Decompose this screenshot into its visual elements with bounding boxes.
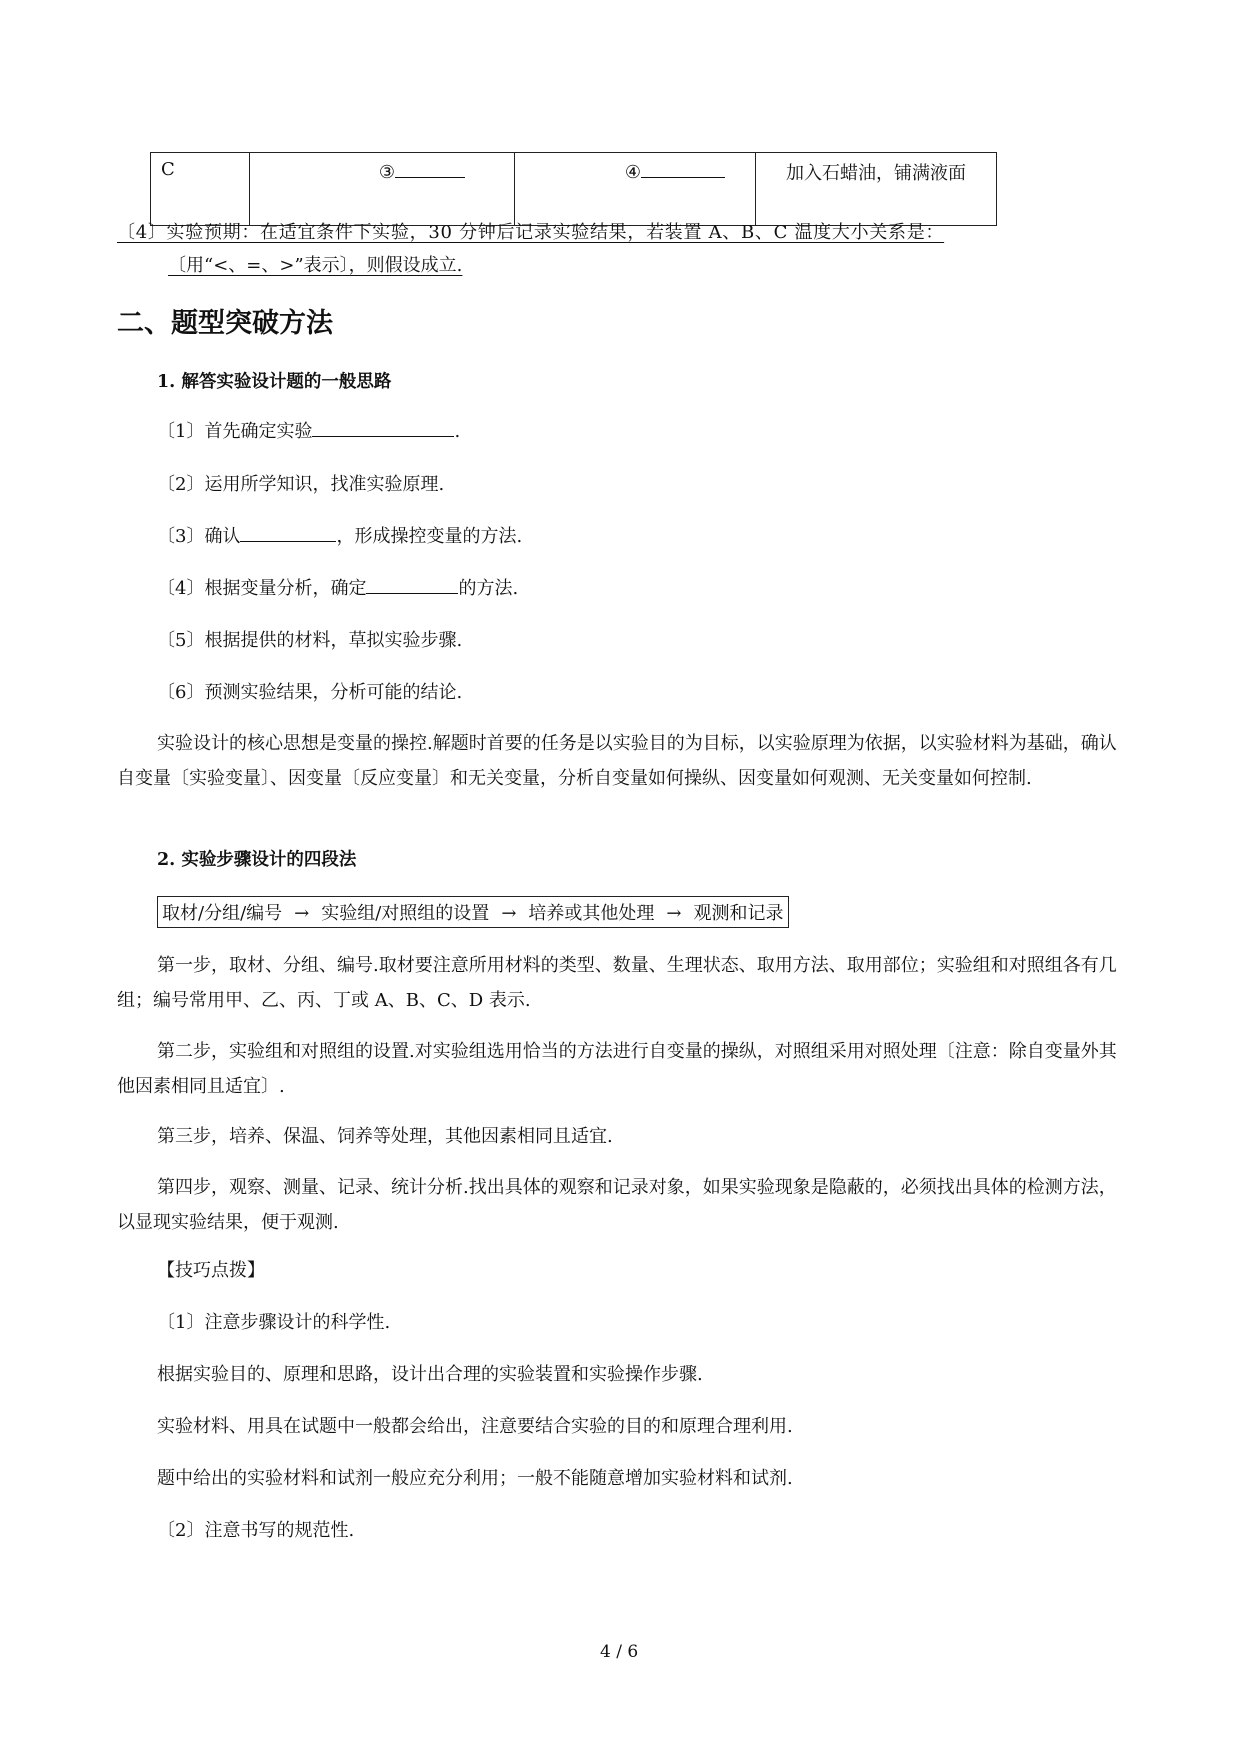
page-number: 4 / 6: [600, 1642, 639, 1662]
table-cell-label: C: [151, 153, 250, 226]
step-paragraph-1: 第一步，取材、分组、编号.取材要注意所用材料的类型、数量、生理状态、取用方法、取用部位；实验组和对照组各有几组；编号常用甲、乙、丙、丁或 A、B、C、D 表示.: [117, 955, 1117, 1011]
flow-step-2: 实验组/对照组的设置: [321, 903, 490, 924]
tips-line: 根据实验目的、原理和思路，设计出合理的实验装置和实验操作步骤.: [157, 1364, 703, 1385]
answer-blank: [240, 523, 336, 542]
tips-line: 〔1〕注意步骤设计的科学性.: [157, 1312, 391, 1333]
list-item: 〔6〕预测实验结果，分析可能的结论.: [157, 682, 463, 703]
experiment-table: [150, 152, 997, 226]
arrow-icon: →: [294, 903, 310, 924]
step-paragraph-2: 第二步，实验组和对照组的设置.对实验组选用恰当的方法进行自变量的操纵，对照组采用对照处理〔注意：除自变量外其他因素相同且适宜〕.: [117, 1041, 1117, 1097]
subsection-title-1: 1. 解答实验设计题的一般思路: [157, 372, 392, 392]
step-paragraph-3: 第三步，培养、保温、饲养等处理，其他因素相同且适宜.: [157, 1126, 613, 1147]
list-item: 〔5〕根据提供的材料，草拟实验步骤.: [157, 630, 463, 651]
item-4-line-2: 〔用“<、=、>”表示〕，则假设成立.: [168, 255, 463, 276]
core-idea-paragraph: 实验设计的核心思想是变量的操控.解题时首要的任务是以实验目的为目标，以实验原理为依据，以实验材料为基础，确认自变量〔实验变量〕、因变量〔反应变量〕和无关变量，分析自变量如何操纵、因变量如何观测、无关变量如何控制.: [117, 733, 1117, 789]
answer-blank: [312, 418, 454, 437]
answer-blank: [366, 575, 458, 594]
list-item: 〔2〕运用所学知识，找准实验原理.: [157, 474, 445, 495]
step-paragraph-4: 第四步，观察、测量、记录、统计分析.找出具体的观察和记录对象，如果实验现象是隐蔽的，必须找出具体的检测方法，以显现实验结果，便于观测.: [117, 1177, 1117, 1233]
list-item: 〔1〕首先确定实验 .: [157, 417, 460, 443]
item-4-line-1: 〔4〕实验预期：在适宜条件下实验，30 分钟后记录实验结果，若装置 A、B、C 温度大小关系是：: [117, 222, 945, 243]
tips-line: 实验材料、用具在试题中一般都会给出，注意要结合实验的目的和原理合理利用.: [157, 1416, 793, 1437]
subsection-title-2: 2. 实验步骤设计的四段法: [157, 850, 357, 870]
flow-step-3: 培养或其他处理: [528, 903, 655, 924]
section-title: 二、题型突破方法: [117, 308, 333, 339]
arrow-icon: →: [501, 903, 517, 924]
four-step-flow-box: [157, 896, 789, 928]
table-cell-method: 加入石蜡油，铺满液面: [756, 153, 997, 226]
answer-blank: [395, 159, 465, 178]
flow-step-1: 取材/分组/编号: [162, 903, 283, 924]
tips-line: 题中给出的实验材料和试剂一般应充分利用；一般不能随意增加实验材料和试剂.: [157, 1468, 793, 1489]
flow-step-4: 观测和记录: [693, 903, 784, 924]
tips-title: 【技巧点拨】: [157, 1260, 265, 1281]
list-item: 〔4〕根据变量分析，确定 的方法.: [157, 574, 518, 600]
arrow-icon: →: [666, 903, 682, 924]
tips-line: 〔2〕注意书写的规范性.: [157, 1520, 355, 1541]
table-row: [151, 153, 997, 226]
list-item: 〔3〕确认 ，形成操控变量的方法.: [157, 522, 522, 548]
table-cell-blank-4: ④: [515, 153, 756, 226]
answer-blank: [641, 159, 725, 178]
table-cell-blank-3: ③: [250, 153, 515, 226]
